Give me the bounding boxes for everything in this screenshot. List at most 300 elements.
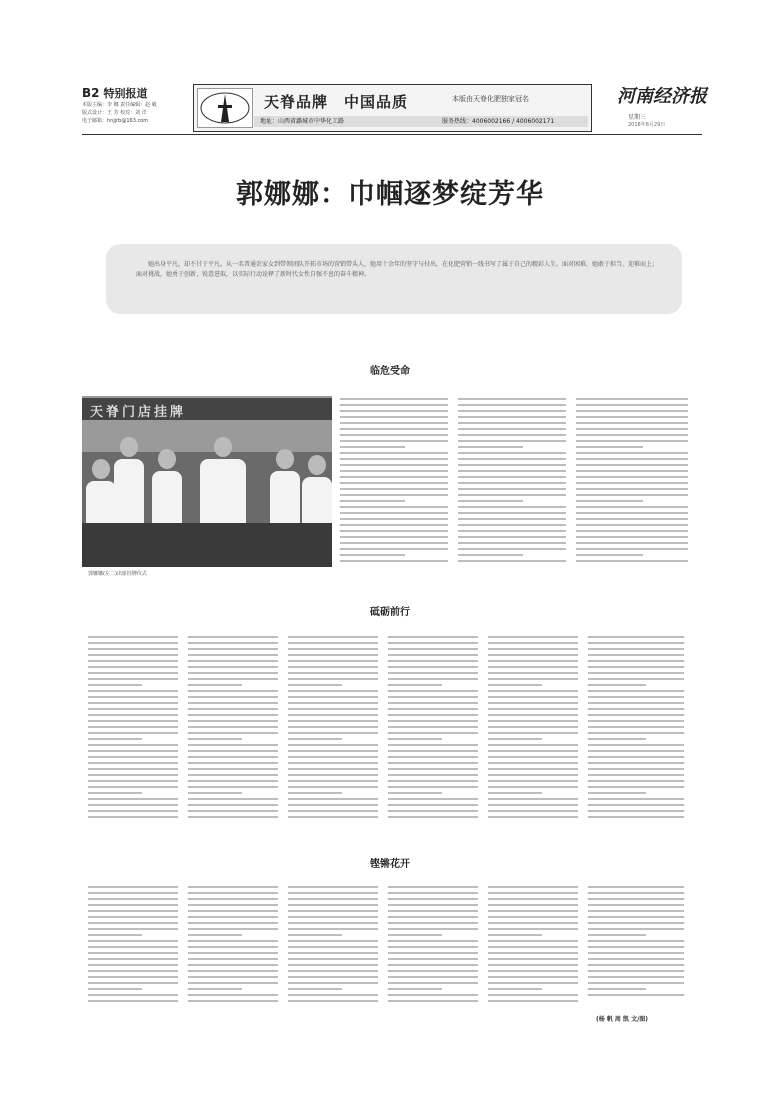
text-line xyxy=(188,928,278,930)
text-line xyxy=(458,482,566,484)
subhead-3: 铿锵花开 xyxy=(370,859,410,870)
text-line xyxy=(458,530,566,532)
text-line xyxy=(88,958,178,960)
text-line xyxy=(488,910,578,912)
text-line xyxy=(588,892,684,894)
text-line xyxy=(340,518,448,520)
issue-date: 2018年8月29日 xyxy=(628,122,666,128)
photo-banner-text: 天脊门店挂牌 xyxy=(90,405,187,420)
text-line xyxy=(388,1000,478,1002)
text-line xyxy=(488,940,578,942)
text-line xyxy=(576,482,688,484)
text-line xyxy=(588,666,684,668)
text-line xyxy=(588,648,684,650)
text-line xyxy=(288,714,378,716)
person-2 xyxy=(114,437,144,529)
text-line xyxy=(388,708,478,710)
text-line xyxy=(88,964,178,966)
text-line xyxy=(588,660,684,662)
text-line xyxy=(188,976,278,978)
text-line xyxy=(188,810,278,812)
text-line xyxy=(488,696,578,698)
text-line xyxy=(458,554,523,556)
section-name: 特别报道 xyxy=(103,87,148,100)
text-line xyxy=(488,786,578,788)
text-line xyxy=(388,780,478,782)
text-line xyxy=(188,684,242,686)
text-line xyxy=(88,1000,178,1002)
text-line xyxy=(188,892,278,894)
text-line xyxy=(88,702,178,704)
photo-table xyxy=(82,523,332,567)
text-line xyxy=(288,910,378,912)
text-line xyxy=(488,780,578,782)
text-line xyxy=(576,524,688,526)
text-line xyxy=(588,964,684,966)
text-line xyxy=(388,750,478,752)
text-line xyxy=(488,928,578,930)
text-line xyxy=(288,1000,378,1002)
text-line xyxy=(458,524,566,526)
text-line xyxy=(288,672,378,674)
text-column xyxy=(288,636,378,826)
text-line xyxy=(88,756,178,758)
text-line xyxy=(340,488,448,490)
text-line xyxy=(458,470,566,472)
text-line xyxy=(88,922,178,924)
text-line xyxy=(340,416,448,418)
text-line xyxy=(458,464,566,466)
text-line xyxy=(288,988,342,990)
text-line xyxy=(188,738,242,740)
text-line xyxy=(588,726,684,728)
text-line xyxy=(488,898,578,900)
text-column xyxy=(488,636,578,826)
text-line xyxy=(188,780,278,782)
text-line xyxy=(388,898,478,900)
text-line xyxy=(388,810,478,812)
text-line xyxy=(588,774,684,776)
text-line xyxy=(188,744,278,746)
text-line xyxy=(188,916,278,918)
editor-credit: 本版主编：李 娜 责任编辑：赵 敏 xyxy=(82,102,157,108)
ad-brand: 天脊品牌 中国品质 xyxy=(264,93,409,111)
text-line xyxy=(188,720,278,722)
text-line xyxy=(340,494,448,496)
text-line xyxy=(388,916,478,918)
text-line xyxy=(388,768,478,770)
text-line xyxy=(188,988,242,990)
text-line xyxy=(388,964,478,966)
text-line xyxy=(288,940,378,942)
text-line xyxy=(88,774,178,776)
text-line xyxy=(288,666,378,668)
text-line xyxy=(588,720,684,722)
person-3 xyxy=(152,449,182,529)
text-line xyxy=(588,922,684,924)
text-line xyxy=(88,678,178,680)
text-line xyxy=(388,958,478,960)
text-line xyxy=(288,946,378,948)
text-line xyxy=(288,678,378,680)
text-line xyxy=(388,666,478,668)
byline: (杨 帆 周 凯 文/图) xyxy=(596,1016,649,1023)
text-line xyxy=(340,428,448,430)
text-line xyxy=(388,756,478,758)
text-line xyxy=(388,732,478,734)
text-line xyxy=(458,494,566,496)
text-line xyxy=(458,422,566,424)
text-line xyxy=(340,500,405,502)
text-line xyxy=(88,988,142,990)
text-line xyxy=(188,958,278,960)
text-line xyxy=(340,422,448,424)
text-line xyxy=(88,798,178,800)
text-line xyxy=(340,458,448,460)
text-line xyxy=(588,904,684,906)
text-line xyxy=(576,452,688,454)
article-title: 郭娜娜：巾帼逐梦绽芳华 xyxy=(236,179,544,210)
text-line xyxy=(488,654,578,656)
text-line xyxy=(588,786,684,788)
text-column xyxy=(340,398,448,568)
text-line xyxy=(188,756,278,758)
text-line xyxy=(88,940,178,942)
text-line xyxy=(488,684,542,686)
text-line xyxy=(588,928,684,930)
text-line xyxy=(576,512,688,514)
text-line xyxy=(488,744,578,746)
ad-slogan: 本版由天脊化肥独家冠名 xyxy=(452,95,529,103)
text-line xyxy=(588,970,684,972)
text-line xyxy=(188,904,278,906)
text-line xyxy=(488,792,542,794)
text-line xyxy=(488,976,578,978)
text-line xyxy=(388,720,478,722)
text-line xyxy=(588,916,684,918)
text-line xyxy=(340,470,448,472)
text-line xyxy=(188,750,278,752)
ad-hotline: 服务热线：4006002166 / 4006002171 xyxy=(442,118,555,125)
design-credit: 版式设计：王 芳 校对：刘 洋 xyxy=(82,110,147,116)
text-line xyxy=(458,506,566,508)
text-line xyxy=(488,708,578,710)
text-line xyxy=(188,774,278,776)
text-line xyxy=(588,678,684,680)
ad-address: 地址：山西省潞城市中华化工路 xyxy=(260,118,345,125)
text-line xyxy=(188,648,278,650)
text-line xyxy=(188,792,242,794)
text-line xyxy=(388,786,478,788)
text-line xyxy=(576,410,688,412)
text-line xyxy=(88,684,142,686)
text-line xyxy=(458,452,566,454)
text-line xyxy=(458,518,566,520)
text-line xyxy=(88,714,178,716)
text-line xyxy=(458,446,523,448)
text-line xyxy=(576,488,688,490)
text-line xyxy=(588,940,684,942)
text-line xyxy=(388,946,478,948)
text-line xyxy=(88,690,178,692)
text-line xyxy=(388,910,478,912)
text-line xyxy=(576,404,688,406)
text-line xyxy=(188,714,278,716)
text-line xyxy=(458,548,566,550)
text-line xyxy=(588,714,684,716)
text-line xyxy=(488,756,578,758)
text-line xyxy=(188,696,278,698)
text-line xyxy=(88,934,142,936)
text-line xyxy=(288,804,378,806)
text-line xyxy=(340,548,448,550)
text-line xyxy=(576,536,688,538)
text-line xyxy=(188,702,278,704)
text-line xyxy=(388,804,478,806)
text-line xyxy=(488,738,542,740)
text-line xyxy=(288,892,378,894)
text-line xyxy=(88,810,178,812)
text-line xyxy=(288,886,378,888)
email-credit: 电子邮箱：hnjjrb@163.com xyxy=(82,118,149,124)
text-line xyxy=(488,982,578,984)
text-line xyxy=(340,410,448,412)
text-line xyxy=(488,660,578,662)
text-line xyxy=(458,428,566,430)
text-column xyxy=(88,636,178,826)
text-line xyxy=(88,708,178,710)
text-line xyxy=(388,952,478,954)
text-line xyxy=(488,916,578,918)
text-line xyxy=(488,952,578,954)
text-column xyxy=(88,886,178,1010)
masthead: 河南经济报 xyxy=(617,86,707,107)
text-line xyxy=(488,816,578,818)
text-line xyxy=(188,726,278,728)
text-line xyxy=(488,964,578,966)
text-line xyxy=(288,654,378,656)
text-line xyxy=(576,446,643,448)
text-line xyxy=(488,994,578,996)
text-line xyxy=(188,666,278,668)
text-line xyxy=(576,554,643,556)
text-line xyxy=(388,886,478,888)
text-line xyxy=(458,476,566,478)
text-line xyxy=(288,916,378,918)
text-line xyxy=(576,560,688,562)
text-line xyxy=(458,458,566,460)
text-line xyxy=(288,636,378,638)
text-line xyxy=(388,934,442,936)
text-line xyxy=(388,702,478,704)
text-line xyxy=(188,642,278,644)
text-line xyxy=(288,762,378,764)
text-line xyxy=(576,506,688,508)
text-line xyxy=(188,952,278,954)
text-line xyxy=(88,910,178,912)
text-line xyxy=(288,928,378,930)
text-line xyxy=(458,488,566,490)
text-line xyxy=(576,518,688,520)
text-line xyxy=(488,714,578,716)
text-line xyxy=(340,434,448,436)
person-4 xyxy=(200,437,246,529)
text-line xyxy=(576,470,688,472)
text-line xyxy=(288,696,378,698)
text-line xyxy=(288,720,378,722)
text-line xyxy=(588,690,684,692)
text-line xyxy=(88,666,178,668)
text-line xyxy=(340,506,448,508)
text-line xyxy=(188,964,278,966)
text-line xyxy=(88,892,178,894)
photo-banner xyxy=(82,398,332,420)
text-line xyxy=(458,500,523,502)
text-line xyxy=(188,934,242,936)
text-line xyxy=(188,898,278,900)
text-line xyxy=(288,982,378,984)
text-line xyxy=(340,440,448,442)
text-line xyxy=(576,476,688,478)
text-line xyxy=(488,636,578,638)
text-line xyxy=(458,440,566,442)
header-rule xyxy=(82,134,702,135)
text-line xyxy=(588,768,684,770)
text-line xyxy=(88,898,178,900)
text-line xyxy=(458,404,566,406)
text-line xyxy=(488,892,578,894)
text-line xyxy=(188,922,278,924)
text-line xyxy=(188,994,278,996)
text-line xyxy=(588,810,684,812)
text-line xyxy=(340,512,448,514)
text-line xyxy=(288,738,342,740)
text-line xyxy=(340,554,405,556)
text-line xyxy=(576,422,688,424)
text-line xyxy=(188,886,278,888)
text-line xyxy=(588,756,684,758)
text-line xyxy=(588,672,684,674)
text-line xyxy=(288,768,378,770)
text-line xyxy=(88,982,178,984)
text-line xyxy=(488,768,578,770)
text-line xyxy=(88,916,178,918)
page-number: B2 xyxy=(82,86,100,100)
text-line xyxy=(588,792,646,794)
text-line xyxy=(288,934,342,936)
text-line xyxy=(388,660,478,662)
subhead-2: 砥砺前行 xyxy=(370,607,410,618)
text-line xyxy=(188,970,278,972)
text-line xyxy=(88,946,178,948)
text-line xyxy=(388,690,478,692)
sponsor-ad xyxy=(193,84,592,132)
text-line xyxy=(388,988,442,990)
text-line xyxy=(288,702,378,704)
text-line xyxy=(88,904,178,906)
text-line xyxy=(88,780,178,782)
text-line xyxy=(488,642,578,644)
text-line xyxy=(488,720,578,722)
text-line xyxy=(88,654,178,656)
text-line xyxy=(588,780,684,782)
text-line xyxy=(388,642,478,644)
text-line xyxy=(188,768,278,770)
text-line xyxy=(588,994,684,996)
text-line xyxy=(340,524,448,526)
text-line xyxy=(188,762,278,764)
text-line xyxy=(576,494,688,496)
sponsor-logo xyxy=(197,88,253,128)
text-line xyxy=(188,982,278,984)
text-line xyxy=(88,994,178,996)
text-line xyxy=(88,970,178,972)
intro-text: 她出身平凡，却不甘于平凡。从一名普通农家女到带领团队开拓市场的营销带头人，她用十余年的坚守与付出，在化肥营销一线书写了属于自己的精彩人生。面对困难，她敢于担当、迎难而上；面对挑战，她勇于创新、锐意进取，以实际行动诠释了新时代女性自强不息的奋斗精神。 xyxy=(136,261,659,278)
text-line xyxy=(388,994,478,996)
text-line xyxy=(340,560,448,562)
text-line xyxy=(588,934,646,936)
text-line xyxy=(88,720,178,722)
text-line xyxy=(388,798,478,800)
photo-caption: 郭娜娜(左二)出席挂牌仪式 xyxy=(88,571,147,577)
text-line xyxy=(288,726,378,728)
text-line xyxy=(588,732,684,734)
text-line xyxy=(288,792,342,794)
person-1 xyxy=(86,459,116,529)
text-line xyxy=(88,738,142,740)
text-line xyxy=(488,678,578,680)
text-line xyxy=(188,946,278,948)
text-line xyxy=(488,810,578,812)
text-line xyxy=(340,398,448,400)
text-line xyxy=(288,994,378,996)
text-line xyxy=(340,464,448,466)
text-line xyxy=(588,910,684,912)
text-line xyxy=(340,482,448,484)
text-line xyxy=(588,958,684,960)
text-line xyxy=(88,928,178,930)
text-line xyxy=(288,780,378,782)
text-line xyxy=(288,750,378,752)
text-line xyxy=(458,560,566,562)
text-line xyxy=(388,892,478,894)
text-line xyxy=(188,804,278,806)
text-line xyxy=(88,636,178,638)
text-line xyxy=(340,536,448,538)
text-line xyxy=(588,952,684,954)
text-line xyxy=(588,696,684,698)
text-line xyxy=(188,672,278,674)
text-line xyxy=(188,910,278,912)
text-line xyxy=(88,696,178,698)
text-line xyxy=(288,642,378,644)
text-line xyxy=(188,940,278,942)
text-line xyxy=(340,452,448,454)
text-line xyxy=(88,672,178,674)
text-line xyxy=(488,958,578,960)
text-line xyxy=(576,398,688,400)
text-line xyxy=(340,476,448,478)
text-line xyxy=(458,398,566,400)
text-column xyxy=(458,398,566,568)
subhead-1: 临危受命 xyxy=(370,366,410,377)
text-line xyxy=(576,530,688,532)
text-line xyxy=(488,774,578,776)
tower-logo-icon xyxy=(198,89,252,127)
text-line xyxy=(388,714,478,716)
text-line xyxy=(488,970,578,972)
text-line xyxy=(188,1000,278,1002)
